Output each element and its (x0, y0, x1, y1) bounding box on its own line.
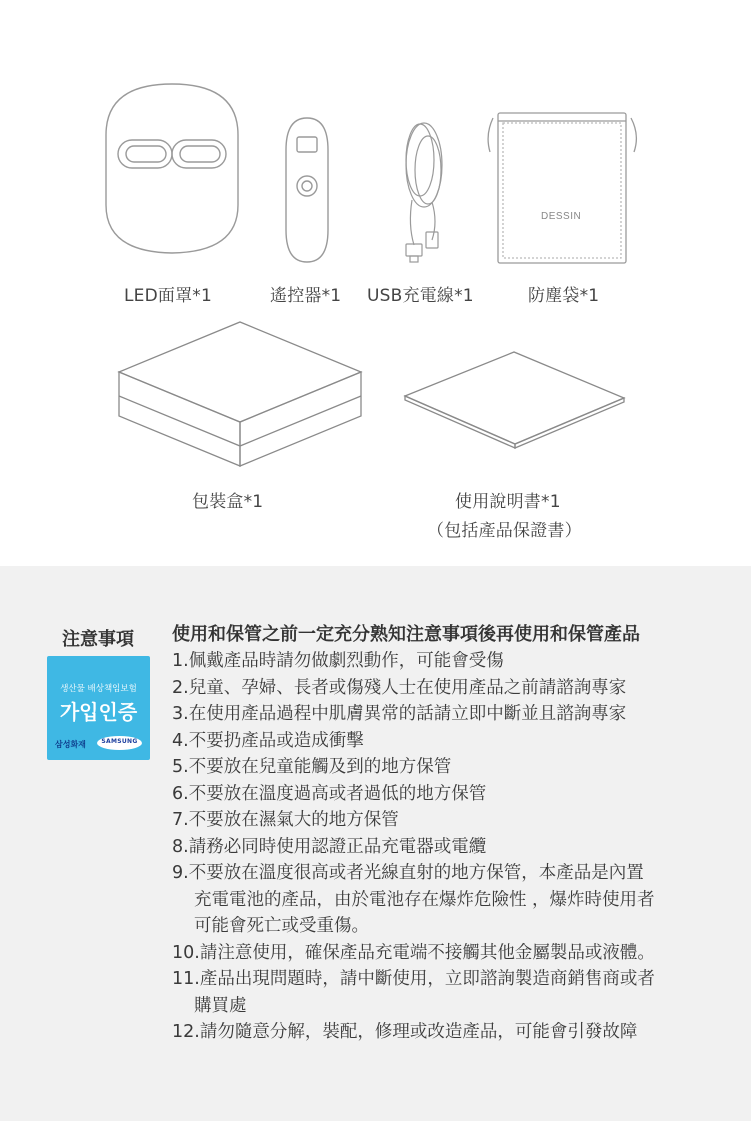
usb-cable-illustration (406, 123, 442, 262)
notice-item: 12.請勿隨意分解，裝配，修理或改造產品，可能會引發故障 (172, 1022, 638, 1042)
notice-item: 6.不要放在溫度過高或者過低的地方保管 (172, 783, 487, 804)
notice-item-continuation: 可能會死亡或受重傷。 (194, 916, 369, 936)
samsung-logo (97, 736, 142, 750)
badge-line1: 생산물 배상책임보험 (60, 684, 137, 694)
notice-title: 注意事項 (62, 629, 134, 650)
remote-illustration (286, 118, 328, 262)
notice-item: 5.不要放在兒童能觸及到的地方保管 (172, 757, 452, 777)
notice-heading: 使用和保管之前一定充分熟知注意事項後再使用和保管產品 (172, 624, 640, 645)
item-label-manual: 使用說明書*1 (455, 492, 561, 512)
led-mask-illustration (106, 84, 238, 253)
manual-illustration (405, 352, 624, 448)
notice-list (172, 622, 732, 1046)
notice-item: 10.請注意使用，確保產品充電端不接觸其他金屬製品或液體。 (172, 942, 655, 963)
item-label-dust-bag: 防塵袋*1 (528, 286, 600, 306)
notice-item: 3.在使用產品過程中肌膚異常的話請立即中斷並且諮詢專家 (172, 704, 627, 724)
insurance-badge (47, 656, 150, 760)
item-label-usb-cable: USB充電線*1 (367, 286, 474, 306)
notice-item: 11.產品出現問題時，請中斷使用，立即諮詢製造商銷售商或者 (172, 969, 655, 989)
notice-item: 7.不要放在濕氣大的地方保管 (172, 810, 399, 830)
notice-item: 1.佩戴產品時請勿做劇烈動作，可能會受傷 (172, 651, 504, 671)
item-label-box: 包裝盒*1 (192, 492, 264, 512)
item-label-led-mask: LED面罩*1 (124, 286, 213, 306)
notice-item-continuation: 購買處 (194, 995, 247, 1016)
badge-line2: 가입인증 (59, 700, 138, 724)
samsung-logo-text: SAMSUNG (101, 738, 138, 745)
badge-line3: 삼성화재 (55, 740, 86, 749)
notice-item: 9.不要放在溫度很高或者光線直射的地方保管，本產品是內置 (172, 863, 644, 883)
item-sublabel-manual: （包括產品保證書） (427, 521, 582, 541)
notice-item: 8.請務必同時使用認證正品充電器或電纜 (172, 836, 487, 857)
pouch-brand-text: DESSIN (541, 211, 582, 222)
notice-items (172, 648, 732, 1046)
item-label-remote: 遙控器*1 (270, 286, 342, 306)
dust-bag-illustration (488, 113, 636, 263)
notice-item: 2.兒童、孕婦、長者或傷殘人士在使用產品之前請諮詢專家 (172, 677, 627, 698)
package-box-illustration (119, 322, 361, 466)
notice-item: 4.不要扔產品或造成衝擊 (172, 730, 364, 751)
notice-item-continuation: 充電電池的產品，由於電池存在爆炸危險性 ，爆炸時使用者 (194, 889, 655, 910)
